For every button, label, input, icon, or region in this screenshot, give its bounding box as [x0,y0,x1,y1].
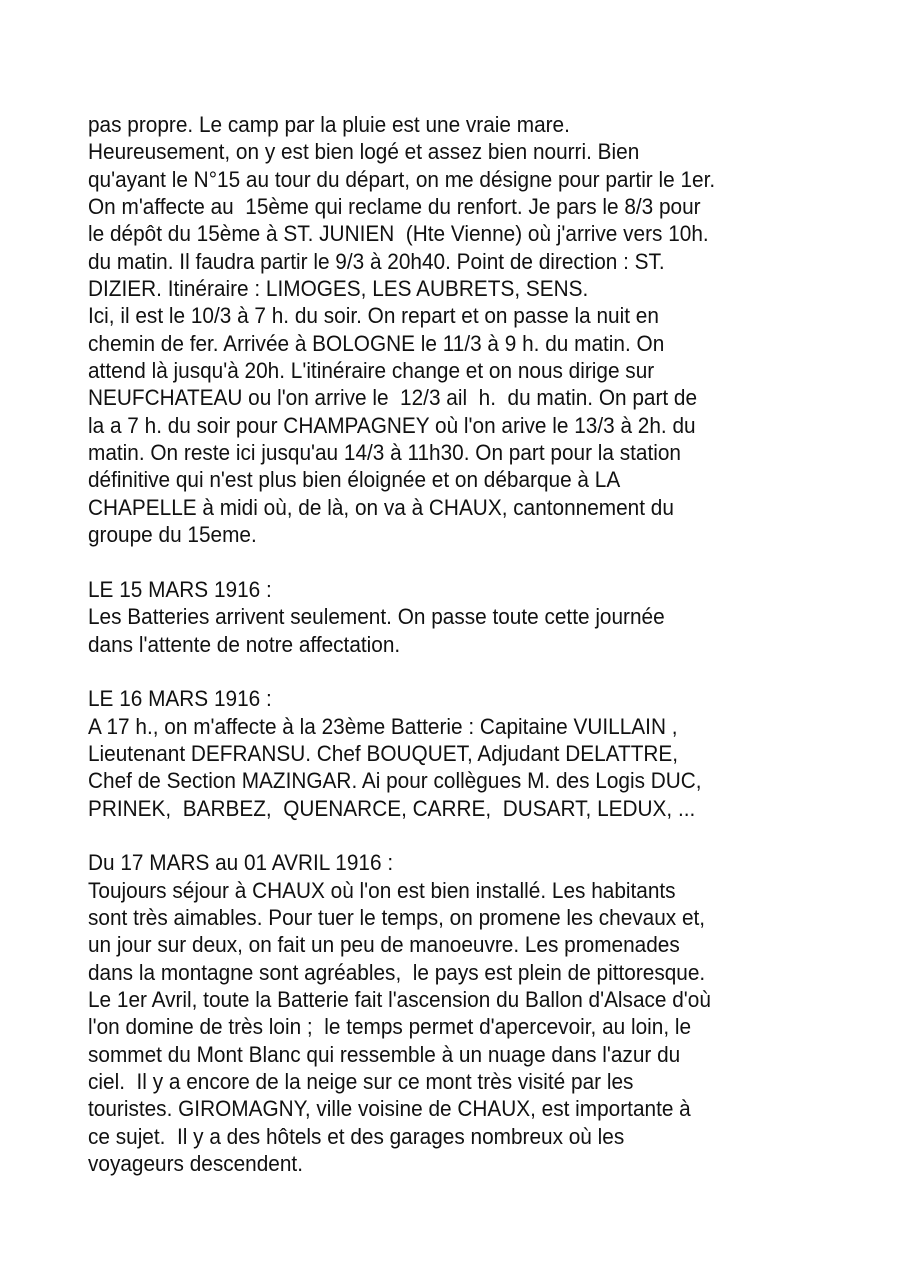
text-line: NEUFCHATEAU ou l'on arrive le 12/3 ail h. du matin. On part de [88,385,698,411]
text-line: le dépôt du 15ème à ST. JUNIEN (Hte Vienne) où j'arrive vers 10h. [88,221,709,247]
text-line: chemin de fer. Arrivée à BOLOGNE le 11/3 à 9 h. du matin. On [88,330,665,356]
text-line: dans la montagne sont agréables, le pays est plein de pittoresque. [88,959,706,985]
paragraph [88,111,752,549]
text-line: touristes. GIROMAGNY, ville voisine de CHAUX, est importante à [88,1096,691,1122]
section-heading: LE 16 MARS 1916 : [88,686,272,712]
section-heading: Du 17 MARS au 01 AVRIL 1916 : [88,850,394,876]
text-line: définitive qui n'est plus bien éloignée et on débarque à LA [88,467,621,493]
text-line: PRINEK, BARBEZ, QUENARCE, CARRE, DUSART, LEDUX, ... [88,795,696,821]
text-line: matin. On reste ici jusqu'au 14/3 à 11h30. On part pour la station [88,440,681,466]
text-line: sommet du Mont Blanc qui ressemble à un nuage dans l'azur du [88,1041,681,1067]
text-line: Heureusement, on y est bien logé et assez bien nourri. Bien [88,139,640,165]
text-line: la a 7 h. du soir pour CHAMPAGNEY où l'on arive le 13/3 à 2h. du [88,412,696,438]
text-line: qu'ayant le N°15 au tour du départ, on me désigne pour partir le 1er. [88,166,716,192]
document-page [88,111,752,1205]
text-line: sont très aimables. Pour tuer le temps, on promene les chevaux et, [88,904,706,930]
text-line: Toujours séjour à CHAUX où l'on est bien installé. Les habitants [88,877,676,903]
text-line: CHAPELLE à midi où, de là, on va à CHAUX, cantonnement du [88,494,674,520]
text-line: pas propre. Le camp par la pluie est une vraie mare. [88,112,570,137]
text-line: Le 1er Avril, toute la Batterie fait l'ascension du Ballon d'Alsace d'où [88,987,711,1012]
text-line: groupe du 15eme. [88,522,257,548]
text-line: ciel. Il y a encore de la neige sur ce mont très visité par les [88,1069,634,1095]
text-line: l'on domine de très loin ; le temps permet d'apercevoir, au loin, le [88,1014,692,1040]
text-line: voyageurs descendent. [88,1151,303,1177]
text-line: Lieutenant DEFRANSU. Chef BOUQUET, Adjudant DELATTRE, [88,740,679,766]
text-line: A 17 h., on m'affecte à la 23ème Batterie : Capitaine VUILLAIN , [88,713,678,739]
paragraph [88,849,752,1177]
text-line: ce sujet. Il y a des hôtels et des garages nombreux où les [88,1123,625,1149]
text-line: Ici, il est le 10/3 à 7 h. du soir. On repart et on passe la nuit en [88,303,659,329]
section-heading: LE 15 MARS 1916 : [88,576,272,602]
text-line: Les Batteries arrivent seulement. On passe toute cette journée [88,604,665,630]
text-line: Chef de Section MAZINGAR. Ai pour collègues M. des Logis DUC, [88,768,702,794]
paragraph [88,685,752,822]
text-line: attend là jusqu'à 20h. L'itinéraire change et on nous dirige sur [88,358,655,384]
text-line: un jour sur deux, on fait un peu de manoeuvre. Les promenades [88,932,680,958]
text-line: DIZIER. Itinéraire : LIMOGES, LES AUBRETS, SENS. [88,276,589,302]
text-line: du matin. Il faudra partir le 9/3 à 20h40. Point de direction : ST. [88,248,665,274]
text-line: dans l'attente de notre affectation. [88,631,401,657]
text-line: On m'affecte au 15ème qui reclame du renfort. Je pars le 8/3 pour [88,194,701,220]
paragraph [88,576,752,658]
